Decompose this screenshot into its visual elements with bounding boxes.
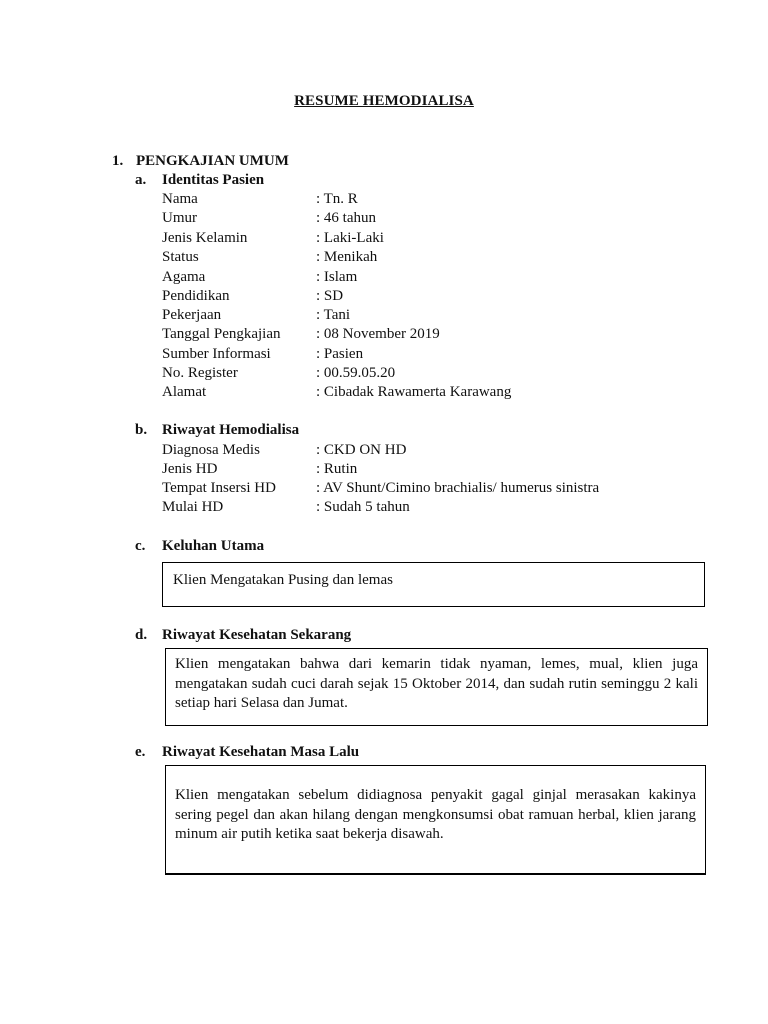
field-value: : 00.59.05.20 — [316, 365, 396, 381]
field-label: Nama — [162, 191, 198, 207]
field-label: Status — [162, 249, 199, 265]
field-value: : Laki-Laki — [316, 230, 384, 246]
subsection-title: Riwayat Hemodialisa — [162, 422, 300, 438]
field-label: Tanggal Pengkajian — [162, 326, 281, 342]
field-label: Sumber Informasi — [162, 346, 271, 362]
subsection-letter: c. — [135, 538, 146, 554]
section-number: 1. — [112, 153, 124, 169]
subsection-title: Riwayat Kesehatan Masa Lalu — [162, 744, 360, 760]
field-label: Pendidikan — [162, 288, 230, 304]
field-label: Jenis Kelamin — [162, 230, 248, 246]
field-label: Umur — [162, 210, 197, 226]
field-value: : Sudah 5 tahun — [316, 499, 410, 515]
subsection-title: Riwayat Kesehatan Sekarang — [162, 627, 352, 643]
field-value: : CKD ON HD — [316, 442, 407, 458]
field-value: : Rutin — [316, 461, 358, 477]
field-value: : Pasien — [316, 346, 364, 362]
document-title: RESUME HEMODIALISA — [294, 93, 474, 109]
field-value: : AV Shunt/Cimino brachialis/ humerus sinistra — [316, 480, 600, 496]
section-title: PENGKAJIAN UMUM — [136, 153, 289, 169]
field-label: Diagnosa Medis — [162, 442, 260, 458]
subsection-letter: e. — [135, 744, 146, 760]
subsection-title: Keluhan Utama — [162, 538, 265, 554]
current-health-history-box — [165, 648, 708, 726]
chief-complaint-box — [162, 562, 705, 607]
field-value: : Tani — [316, 307, 351, 323]
chief-complaint-text: Klien Mengatakan Pusing dan lemas — [173, 572, 393, 588]
field-label: Tempat Insersi HD — [162, 480, 276, 496]
field-value: : 46 tahun — [316, 210, 376, 226]
field-label: Alamat — [162, 384, 207, 400]
field-label: Jenis HD — [162, 461, 218, 477]
subsection-letter: d. — [135, 627, 148, 643]
subsection-letter: b. — [135, 422, 148, 438]
field-value: : SD — [316, 288, 344, 304]
field-value: : Islam — [316, 269, 358, 285]
field-label: Pekerjaan — [162, 307, 222, 323]
subsection-letter: a. — [135, 172, 147, 188]
field-label: No. Register — [162, 365, 238, 381]
past-health-history-text: Klien mengatakan sebelum didiagnosa penyakit gagal ginjal merasakan kakinya sering pegel dan akan hilang dengan mengkonsumsi obat ramuan herbal, klien jarang minum air putih ketika saat bekerja disawah. — [175, 787, 696, 842]
field-label: Agama — [162, 269, 206, 285]
subsection-title: Identitas Pasien — [162, 172, 265, 188]
field-label: Mulai HD — [162, 499, 224, 515]
field-value: : 08 November 2019 — [316, 326, 440, 342]
field-value: : Tn. R — [316, 191, 358, 207]
current-health-history-text: Klien mengatakan bahwa dari kemarin tidak nyaman, lemes, mual, klien juga mengatakan sudah cuci darah sejak 15 Oktober 2014, dan sudah rutin seminggu 2 kali setiap hari Selasa dan Jumat. — [175, 656, 698, 711]
past-health-history-box — [165, 765, 706, 875]
field-value: : Menikah — [316, 249, 378, 265]
field-value: : Cibadak Rawamerta Karawang — [316, 384, 512, 400]
